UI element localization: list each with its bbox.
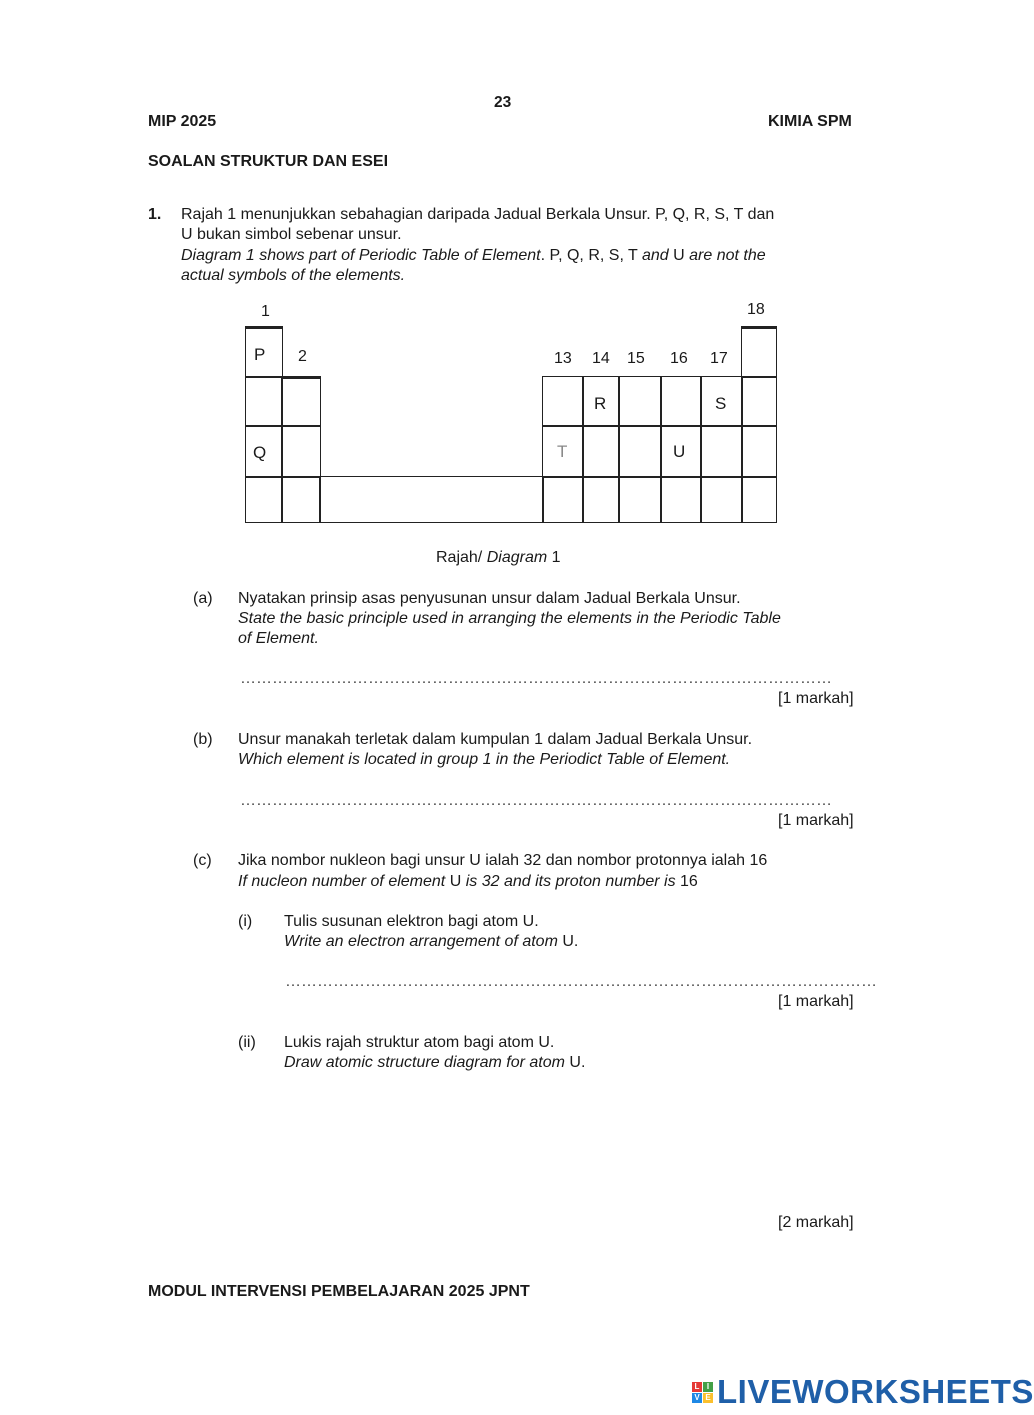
transition-gap (319, 476, 544, 523)
group-label-16: 16 (670, 350, 688, 367)
cell-g1-p5 (245, 476, 283, 523)
group-label-15: 15 (627, 350, 645, 367)
part-c-i-mark: [1 markah] (778, 993, 854, 1010)
part-c-english-c: is 32 and its proton number is (461, 873, 681, 890)
cell-g13-p4 (542, 476, 584, 523)
logo-box-i: I (703, 1382, 713, 1392)
cell-g1-p3 (245, 376, 283, 427)
part-b-answer-line[interactable]: ………………………………………………………………………………………………… (240, 792, 832, 809)
part-c-ii-english-b: U. (569, 1054, 586, 1071)
cell-g15-p2 (618, 376, 662, 427)
part-a-label: (a) (193, 590, 213, 607)
logo-box-e: E (703, 1393, 713, 1403)
diagram-caption (436, 549, 561, 567)
english-part-d: U (668, 247, 690, 264)
english-part-b: . P, Q, R, S, T (540, 247, 642, 264)
part-a-english-line1: State the basic principle used in arranging the elements in the Periodic Table (238, 610, 781, 627)
part-b-label: (b) (193, 731, 213, 748)
part-b-english: Which element is located in group 1 in the Periodict Table of Element. (238, 751, 731, 768)
logo-icon (692, 1382, 713, 1403)
group-label-2: 2 (298, 348, 307, 365)
part-c-label: (c) (193, 852, 212, 869)
group-label-14: 14 (592, 350, 610, 367)
header-left: MIP 2025 (148, 113, 217, 130)
part-c-i-label: (i) (238, 913, 253, 930)
cell-g2-p3 (281, 376, 321, 427)
periodic-table-diagram (0, 0, 1000, 600)
part-c-i-malay: Tulis susunan elektron bagi atom U. (284, 913, 539, 930)
part-c-english-a: If nucleon number of element (238, 873, 450, 890)
part-c-english-b: U (449, 873, 462, 890)
part-c-ii-malay: Lukis rajah struktur atom bagi atom U. (284, 1034, 555, 1051)
cell-g16-p4 (660, 476, 702, 523)
part-c-ii-english-a: Draw atomic structure diagram for atom (284, 1054, 570, 1071)
group-label-18: 18 (747, 301, 765, 318)
section-title: SOALAN STRUKTUR DAN ESEI (148, 153, 389, 170)
part-c-ii-drawing-area[interactable] (284, 1080, 858, 1210)
element-s: S (715, 394, 727, 413)
part-b-mark: [1 markah] (778, 812, 854, 829)
part-a-malay: Nyatakan prinsip asas penyusunan unsur dalam Jadual Berkala Unsur. (238, 590, 741, 607)
page-number: 23 (494, 94, 512, 111)
part-c-i-english-a: Write an electron arrangement of atom (284, 933, 563, 950)
part-c-malay: Jika nombor nukleon bagi unsur U ialah 32 dan nombor protonnya ialah 16 (238, 852, 768, 869)
english-part-c: and (641, 247, 669, 264)
footer-text: MODUL INTERVENSI PEMBELAJARAN 2025 JPNT (148, 1283, 530, 1300)
part-c-ii-label: (ii) (238, 1034, 256, 1051)
liveworksheets-logo (692, 1372, 1034, 1412)
part-c-i-answer-line[interactable]: ………………………………………………………………………………………………… (285, 973, 877, 990)
english-part-a: Diagram 1 shows part of Periodic Table of Element (181, 247, 541, 264)
element-u: U (673, 442, 686, 461)
cell-g18-p2 (741, 376, 777, 427)
cell-g15-p4 (618, 476, 662, 523)
cell-g18-p1 (741, 326, 777, 378)
part-c-ii-mark: [2 markah] (778, 1214, 854, 1231)
cell-g2-p4 (281, 425, 321, 478)
cell-g13-p2 (542, 376, 584, 427)
element-r: R (594, 394, 607, 413)
cell-g15-p3 (618, 425, 662, 478)
logo-box-v: V (692, 1393, 702, 1403)
element-q: Q (253, 443, 267, 462)
question-malay-line2: U bukan simbol sebenar unsur. (181, 226, 402, 243)
group-label-1: 1 (261, 303, 270, 320)
element-t: T (557, 442, 568, 461)
part-a-answer-line[interactable]: ………………………………………………………………………………………………… (240, 670, 832, 687)
part-c-i-english-b: U. (562, 933, 579, 950)
cell-g16-p2 (660, 376, 702, 427)
part-c-english (238, 873, 698, 891)
part-c-ii-english (284, 1054, 585, 1072)
cell-g17-p4 (700, 476, 743, 523)
cell-g18-p3 (741, 425, 777, 478)
part-c-english-d: 16 (680, 873, 698, 890)
question-english-line2: actual symbols of the elements. (181, 267, 406, 284)
element-p: P (254, 345, 266, 364)
english-part-e: are not the (689, 247, 766, 264)
header-right: KIMIA SPM (768, 113, 852, 130)
part-a-mark: [1 markah] (778, 690, 854, 707)
cell-g2-p5 (281, 476, 321, 523)
part-b-malay: Unsur manakah terletak dalam kumpulan 1 dalam Jadual Berkala Unsur. (238, 731, 753, 748)
question-number: 1. (148, 206, 162, 223)
cell-g17-p3 (700, 425, 743, 478)
logo-text: LIVEWORKSHEETS (717, 1373, 1034, 1410)
caption-italic: Diagram (486, 549, 548, 566)
group-label-13: 13 (554, 350, 572, 367)
logo-box-l: L (692, 1382, 702, 1392)
caption-number: 1 (547, 549, 561, 566)
part-c-i-english (284, 933, 578, 951)
part-a-english-line2: of Element. (238, 630, 319, 647)
question-malay-line1: Rajah 1 menunjukkan sebahagian daripada Jadual Berkala Unsur. P, Q, R, S, T dan (181, 206, 775, 223)
cell-g14-p3 (582, 425, 620, 478)
cell-g18-p4 (741, 476, 777, 523)
caption-plain: Rajah/ (436, 549, 487, 566)
group-label-17: 17 (710, 350, 728, 367)
cell-g14-p4 (582, 476, 620, 523)
